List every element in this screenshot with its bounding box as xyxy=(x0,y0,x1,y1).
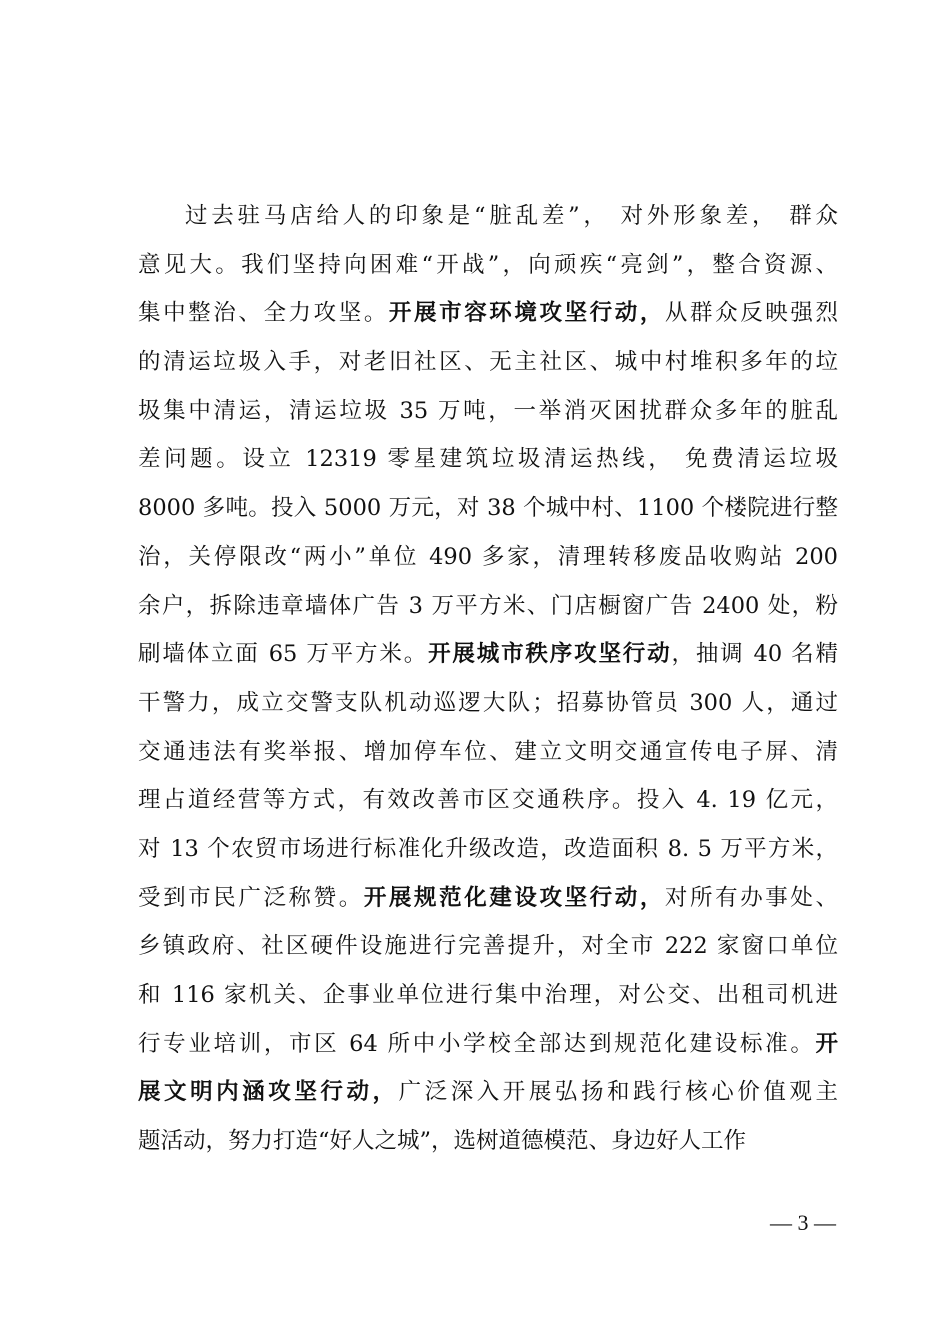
text-segment: 过去驻马店给人的印象是“脏乱差”， 对外形象差， 群众 xyxy=(185,203,838,229)
body-paragraph xyxy=(138,192,838,1166)
text-segment: 圾集中清运，清运垃圾 35 万吨，一举消灭困扰群众多年的脏乱 xyxy=(138,397,838,424)
text-segment: 乡镇政府、社区硬件设施进行完善提升，对全市 222 家窗口单位 xyxy=(138,933,838,960)
text-line xyxy=(138,922,838,971)
text-segment: 的清运垃圾入手，对老旧社区、无主社区、城中村堆积多年的垃 xyxy=(138,349,838,376)
text-line xyxy=(138,825,838,874)
text-line xyxy=(138,679,838,728)
text-line xyxy=(138,241,838,290)
text-segment: 意见大。我们坚持向困难“开战”，向顽疾“亮剑”，整合资源、 xyxy=(138,251,838,278)
text-segment: 受到市民广泛称赞。 xyxy=(138,884,364,911)
text-line xyxy=(138,1020,838,1069)
text-line xyxy=(138,776,838,825)
text-segment: 8000 多吨。投入 5000 万元，对 38 个城中村、1100 个楼院进行整 xyxy=(138,495,838,522)
bold-heading-phrase: 开展市容环境攻坚行动， xyxy=(388,300,665,327)
text-line xyxy=(138,289,838,338)
text-segment: 对所有办事处、 xyxy=(664,884,838,911)
bold-heading-phrase: 展文明内涵攻坚行动， xyxy=(138,1079,399,1106)
text-line xyxy=(138,192,838,241)
bold-heading-phrase: 开 xyxy=(815,1030,838,1057)
text-line xyxy=(138,484,838,533)
text-segment: 集中整治、全力攻坚。 xyxy=(138,300,389,327)
text-segment: 治，关停限改“两小”单位 490 多家，清理转移废品收购站 200 xyxy=(138,543,838,570)
bold-heading-phrase: 开展城市秩序攻坚行动 xyxy=(428,641,672,668)
text-line xyxy=(138,971,838,1020)
text-segment: 理占道经营等方式，有效改善市区交通秩序。投入 4. 19 亿元， xyxy=(138,787,838,814)
text-segment: 和 116 家机关、企事业单位进行集中治理，对公交、出租司机进 xyxy=(138,982,838,1008)
text-line xyxy=(138,387,838,436)
text-line xyxy=(138,630,838,679)
text-segment: 行专业培训，市区 64 所中小学校全部达到规范化建设标准。 xyxy=(138,1030,816,1057)
text-line xyxy=(138,728,838,777)
text-segment: 从群众反映强烈 xyxy=(664,300,838,327)
text-segment: 交通违法有奖举报、增加停车位、建立文明交通宣传电子屏、清 xyxy=(138,738,838,765)
page-number: — 3 — xyxy=(770,1210,836,1235)
text-segment: 刷墙体立面 65 万平方米。 xyxy=(138,641,429,668)
text-segment: 对 13 个农贸市场进行标准化升级改造，改造面积 8. 5 万平方米， xyxy=(138,835,838,862)
text-line xyxy=(138,1068,838,1117)
text-line xyxy=(138,533,838,582)
text-line xyxy=(138,1117,838,1166)
text-line xyxy=(138,338,838,387)
text-line xyxy=(138,435,838,484)
text-line xyxy=(138,582,838,631)
text-line xyxy=(138,874,838,923)
text-segment: 差问题。设立 12319 零星建筑垃圾清运热线， 免费清运垃圾 xyxy=(138,446,838,473)
text-segment: 题活动，努力打造“好人之城”，选树道德模范、身边好人工作 xyxy=(138,1128,747,1155)
text-segment: ，抽调 40 名精 xyxy=(671,641,838,668)
text-segment: 广泛深入开展弘扬和践行核心价值观主 xyxy=(398,1079,838,1106)
text-segment: 干警力，成立交警支队机动巡逻大队；招募协管员 300 人，通过 xyxy=(138,689,838,716)
text-segment: 余户，拆除违章墙体广告 3 万平方米、门店橱窗广告 2400 处，粉 xyxy=(138,592,838,619)
bold-heading-phrase: 开展规范化建设攻坚行动， xyxy=(363,884,665,911)
